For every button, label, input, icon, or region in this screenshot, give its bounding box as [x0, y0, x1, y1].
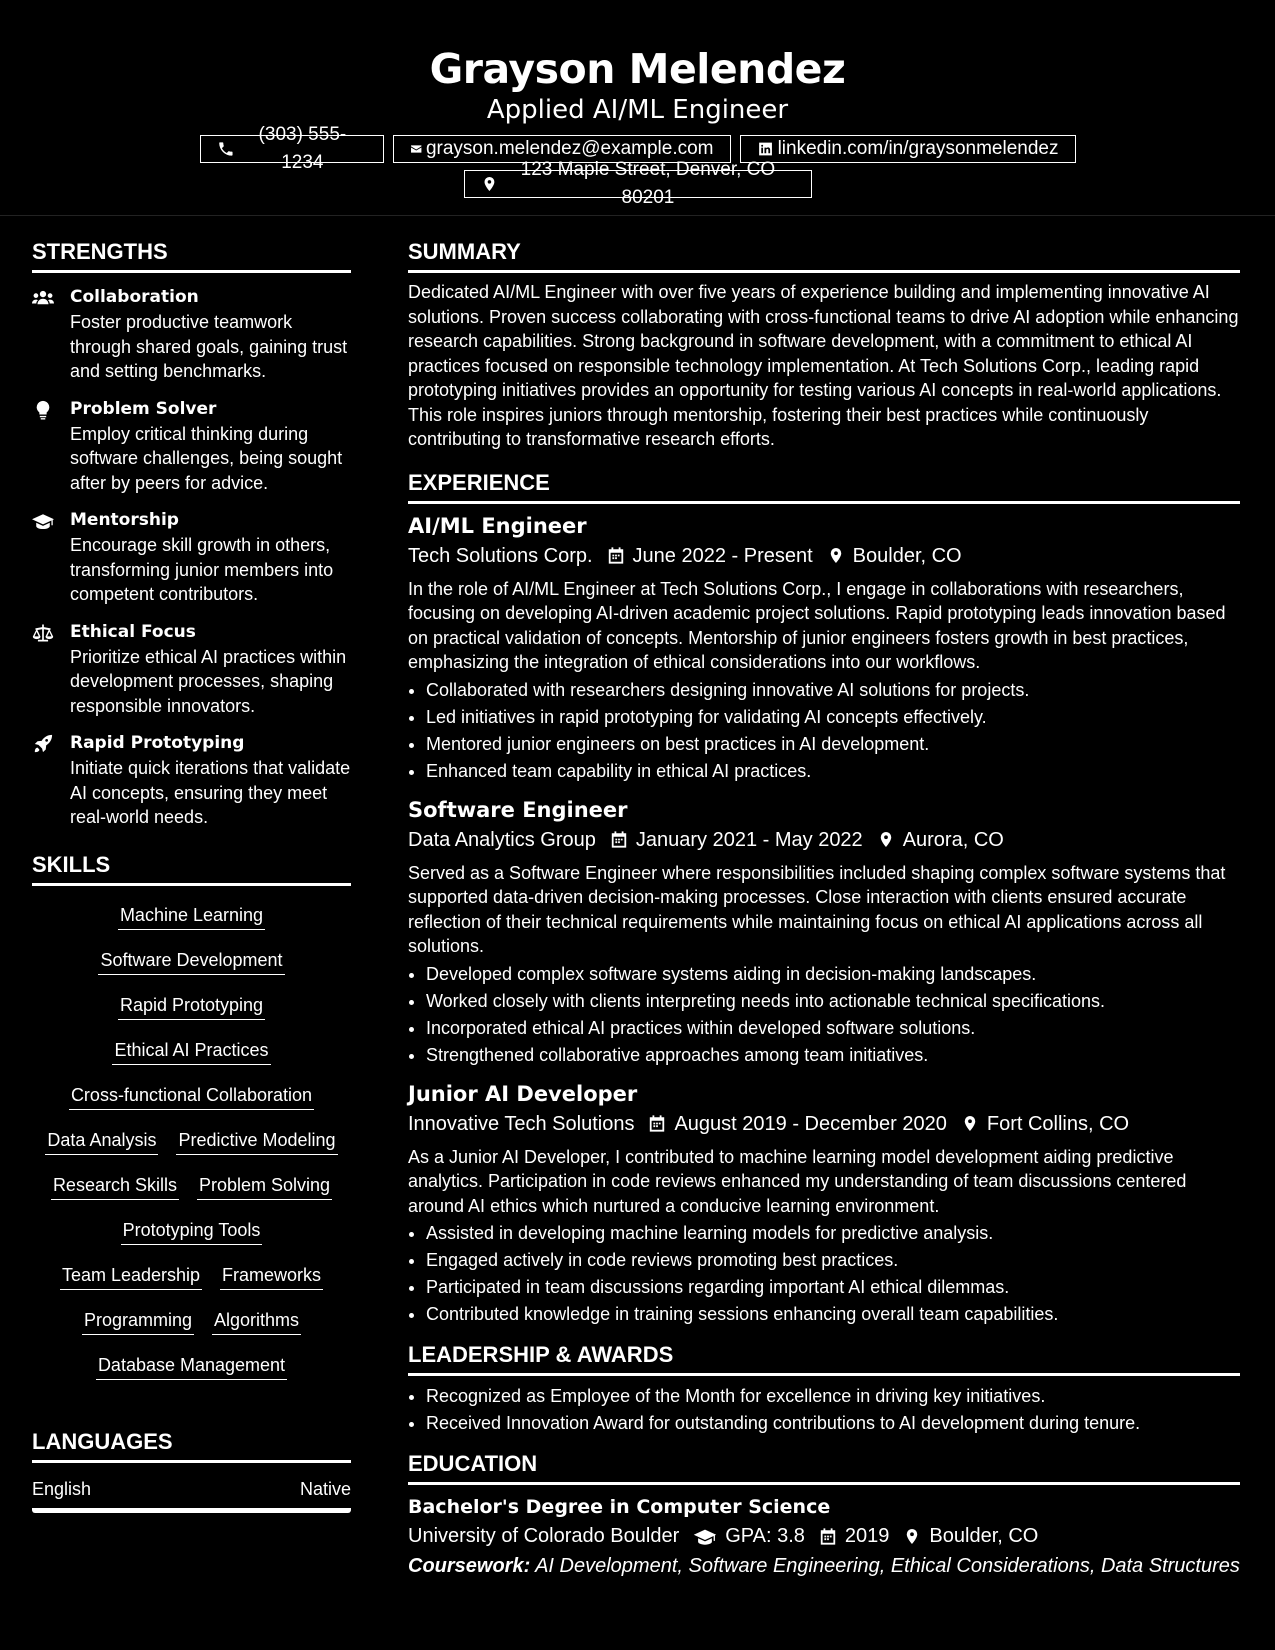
job-bullet: • Assisted in developing machine learning models for predictive analysis. [426, 1220, 1240, 1247]
job-bullet: • Collaborated with researchers designing innovative AI solutions for projects. [426, 677, 1240, 704]
job-company: Innovative Tech Solutions [408, 1112, 635, 1135]
map-pin-icon [961, 1114, 979, 1133]
job-bullet: • Participated in team discussions regarding important AI ethical dilemmas. [426, 1274, 1240, 1301]
gpa: GPA: 3.8 [725, 1525, 805, 1547]
coursework [408, 1552, 1240, 1580]
map-pin-icon [481, 175, 498, 193]
map-pin-icon [827, 546, 845, 565]
skill-tag: Rapid Prototyping [118, 994, 265, 1020]
strength-desc: Prioritize ethical AI practices within development processes, shaping responsible innovators. [70, 646, 347, 716]
job-title: Junior AI Developer [408, 1081, 638, 1106]
language-level: Native [299, 1478, 351, 1499]
job-bullet: • Contributed knowledge in training sessions enhancing overall team capabilities. [426, 1301, 1240, 1328]
job-bullets [408, 1220, 1240, 1328]
strength-title: Rapid Prototyping [70, 733, 245, 753]
strength-title: Collaboration [70, 287, 199, 307]
job-bullet: • Led initiatives in rapid prototyping for validating AI concepts effectively. [426, 704, 1240, 731]
graduation-year: 2019 [844, 1525, 890, 1547]
graduation-cap-icon [32, 511, 54, 531]
school-name: University of Colorado Boulder [408, 1525, 680, 1547]
summary-heading: SUMMARY [408, 239, 1240, 273]
map-pin-icon [903, 1527, 921, 1546]
right-column [408, 215, 1240, 1580]
award-bullet: • Recognized as Employee of the Month for excellence in driving key initiatives. [426, 1383, 1240, 1410]
strength-desc: Encourage skill growth in others, transforming junior members into competent contributors. [70, 535, 334, 604]
job-dates: August 2019 - December 2020 [674, 1112, 947, 1135]
resume-header [0, 0, 1275, 216]
job-bullets [408, 677, 1240, 785]
job-bullet: • Engaged actively in code reviews promoting best practices. [426, 1247, 1240, 1274]
skill-tag: Predictive Modeling [176, 1129, 337, 1155]
left-column [32, 215, 351, 1513]
calendar-icon [607, 546, 625, 565]
job-location: Boulder, CO [852, 544, 962, 567]
job-description: In the role of AI/ML Engineer at Tech Solutions Corp., I engage in collaborations with researchers, focusing on developing AI-driven academic project solutions. Rapid prototyping leads innovation based on practical validation of concepts. Mentorship of junior engineers fosters growth in best practices, emphasizing the integration of ethical considerations into our workflows. [408, 578, 1226, 672]
envelope-icon [410, 140, 422, 158]
strength-desc: Employ critical thinking during software challenges, being sought after by peers for advice. [70, 423, 343, 493]
address-text: 123 Maple Street, Denver, CO 80201 [520, 159, 776, 208]
skills-list [32, 892, 351, 1387]
school-location: Boulder, CO [929, 1525, 1039, 1547]
job-title: Software Engineer [408, 797, 628, 822]
strength-title: Ethical Focus [70, 621, 196, 642]
graduation-cap-icon [693, 1527, 717, 1546]
education-meta [408, 1522, 1240, 1550]
job-meta [408, 826, 1240, 854]
coursework-list: AI Development, Software Engineering, Ethical Considerations, Data Structures [535, 1555, 1240, 1577]
skill-tag: Database Management [96, 1354, 287, 1380]
calendar-icon [610, 830, 628, 849]
job-bullet: • Developed complex software systems aiding in decision-making landscapes. [426, 961, 1240, 988]
skill-tag: Team Leadership [60, 1264, 202, 1290]
job-dates: June 2022 - Present [632, 544, 813, 567]
coursework-label: Coursework: [408, 1555, 531, 1577]
strengths-heading: STRENGTHS [32, 239, 351, 273]
language-row [32, 1479, 351, 1513]
strength-item [32, 621, 351, 719]
job-bullets [408, 961, 1240, 1069]
skill-tag: Programming [82, 1309, 194, 1335]
map-pin-icon [877, 830, 895, 849]
job-location: Aurora, CO [902, 828, 1004, 851]
job-title: AI/ML Engineer [408, 513, 587, 538]
job-description: As a Junior AI Developer, I contributed to machine learning model development aiding predictive analytics. Participation in code reviews enhanced my understanding of team discussions centered around AI ethics which nurtured a conducive learning environment. [408, 1146, 1187, 1216]
job-company: Tech Solutions Corp. [408, 544, 593, 567]
skill-tag: Cross-functional Collaboration [69, 1084, 314, 1110]
calendar-icon [648, 1114, 666, 1133]
job-bullet: • Mentored junior engineers on best practices in AI development. [426, 731, 1240, 758]
job-dates: January 2021 - May 2022 [635, 828, 863, 851]
skill-tag: Frameworks [220, 1264, 323, 1290]
job-entry [408, 797, 1240, 1069]
job-description: Served as a Software Engineer where responsibilities included shaping complex software systems that supported data-driven decision-making processes. Close interaction with clients ensured accurate reflection of their technical requirements while maintaining focus on ethical AI applications across all solutions. [408, 862, 1226, 956]
candidate-title: Applied AI/ML Engineer [486, 95, 789, 125]
address-chip [464, 159, 812, 208]
job-meta [408, 1110, 1240, 1138]
phone-chip[interactable] [200, 124, 384, 173]
skill-tag: Algorithms [212, 1309, 301, 1335]
linkedin-text: linkedin.com/in/graysonmelendez [777, 138, 1059, 159]
summary-text: Dedicated AI/ML Engineer with over five years of experience building and implementing innovative AI solutions. Proven success collaborating with cross-functional teams to drive AI adoption while enhancing research capabilities. Strong background in software development, with a commitment to ethical AI practices focused on responsible technology implementation. At Tech Solutions Corp., leading rapid prototyping initiatives provides an opportunity for testing various AI concepts in real-world applications. This role inspires juniors through mentorship, fostering their best practices while continuously contributing to transformative research efforts. [408, 282, 1239, 449]
job-bullet: • Strengthened collaborative approaches among team initiatives. [426, 1042, 1240, 1069]
job-bullet: • Enhanced team capability in ethical AI practices. [426, 758, 1240, 785]
calendar-icon [819, 1527, 837, 1546]
education-heading: EDUCATION [408, 1451, 1240, 1485]
skill-tag: Software Development [98, 949, 284, 975]
rocket-icon [32, 734, 54, 754]
strength-item [32, 398, 351, 496]
job-location: Fort Collins, CO [986, 1112, 1130, 1135]
lightbulb-icon [32, 400, 54, 420]
leadership-bullets [408, 1383, 1240, 1437]
skill-tag: Data Analysis [45, 1129, 158, 1155]
job-meta [408, 542, 1240, 570]
job-company: Data Analytics Group [408, 828, 596, 851]
email-text: grayson.melendez@example.com [425, 138, 714, 159]
strength-item [32, 732, 351, 830]
job-bullet: • Worked closely with clients interpreting needs into actionable technical specifications. [426, 988, 1240, 1015]
award-bullet: • Received Innovation Award for outstanding contributions to AI development during tenure. [426, 1410, 1240, 1437]
strength-item [32, 286, 351, 384]
balance-scale-icon [32, 623, 54, 643]
skill-tag: Problem Solving [197, 1174, 332, 1200]
skill-tag: Research Skills [51, 1174, 179, 1200]
degree-title: Bachelor's Degree in Computer Science [408, 1496, 831, 1518]
skill-tag: Prototyping Tools [121, 1219, 263, 1245]
languages-heading: LANGUAGES [32, 1429, 351, 1463]
phone-icon [217, 140, 235, 158]
skill-tag: Ethical AI Practices [112, 1039, 270, 1065]
job-entry [408, 513, 1240, 785]
strength-desc: Initiate quick iterations that validate AI concepts, ensuring they meet real-world needs. [70, 758, 351, 827]
skill-tag: Machine Learning [118, 904, 265, 930]
strength-desc: Foster productive teamwork through shared goals, gaining trust and setting benchmarks. [70, 312, 348, 381]
skills-heading: SKILLS [32, 852, 351, 886]
experience-heading: EXPERIENCE [408, 470, 1240, 504]
strength-title: Mentorship [70, 510, 179, 530]
strength-title: Problem Solver [70, 398, 217, 419]
job-entry [408, 1081, 1240, 1329]
phone-text: (303) 555-1234 [258, 124, 347, 173]
address-row [0, 159, 1275, 208]
language-name: English [32, 1478, 92, 1499]
users-icon [32, 288, 54, 308]
candidate-name: Grayson Melendez [429, 45, 846, 93]
strength-item [32, 509, 351, 607]
leadership-heading: LEADERSHIP & AWARDS [408, 1342, 1240, 1376]
job-bullet: • Incorporated ethical AI practices within developed software solutions. [426, 1015, 1240, 1042]
